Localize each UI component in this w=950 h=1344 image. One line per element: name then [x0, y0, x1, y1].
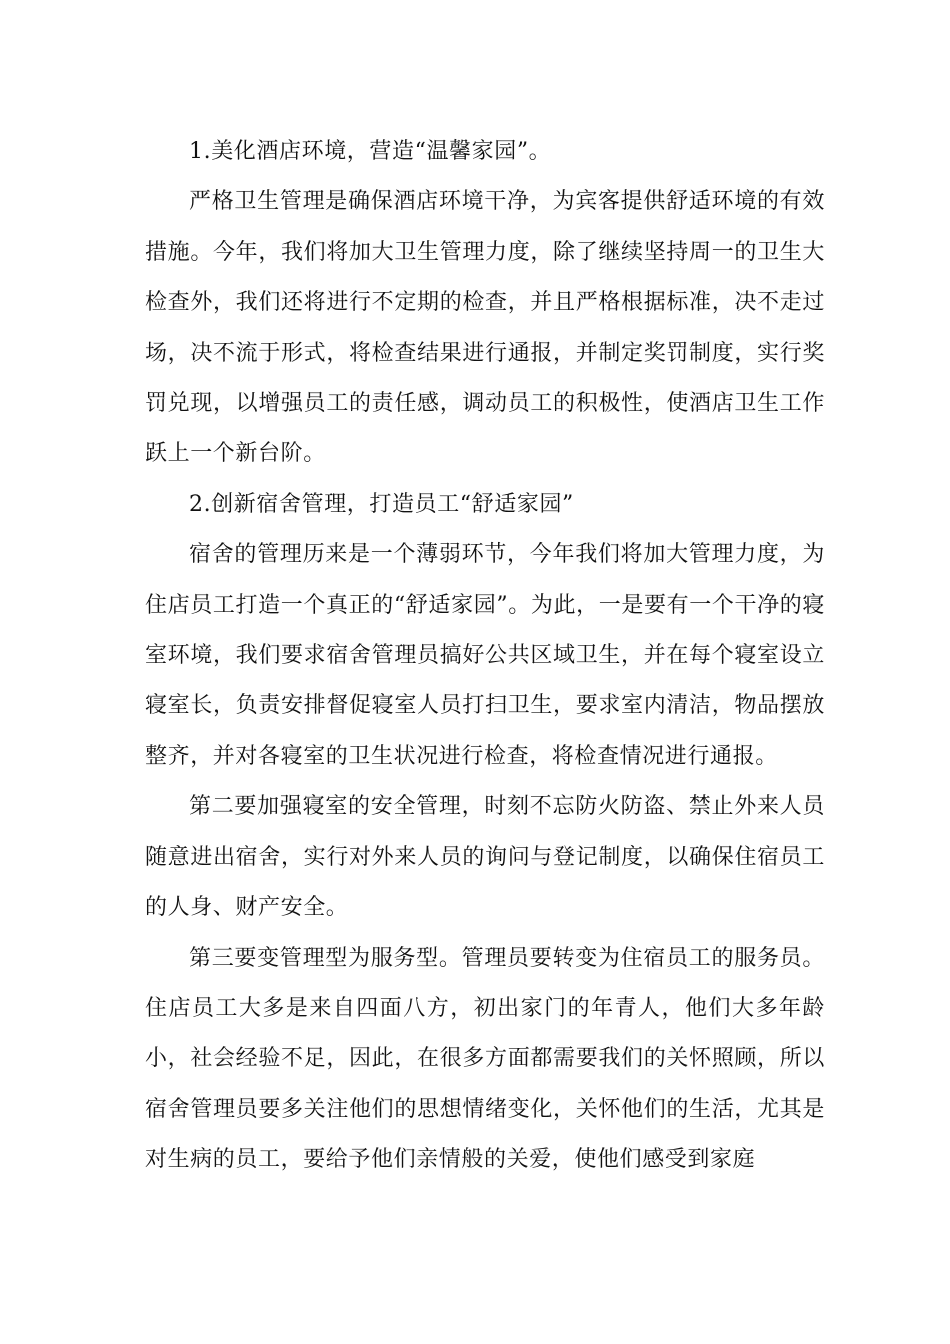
- paragraph-dormitory-safety: 第二要加强寝室的安全管理，时刻不忘防火防盗、禁止外来人员随意进出宿舍，实行对外来人员的询问与登记制度，以确保住宿员工的人身、财产安全。: [145, 794, 825, 921]
- paragraph-hygiene-management: 严格卫生管理是确保酒店环境干净，为宾客提供舒适环境的有效措施。今年，我们将加大卫生管理力度，除了继续坚持周一的卫生大检查外，我们还将进行不定期的检查，并且严格根据标准，决不走过场，决不流于形式，将检查结果进行通报，并制定奖罚制度，实行奖罚兑现，以增强员工的责任感，调动员工的积极性，使酒店卫生工作跃上一个新台阶。: [145, 189, 825, 467]
- document-body: [145, 127, 825, 1186]
- section-heading-1: 1.美化酒店环境，营造“温馨家园”。: [189, 139, 552, 164]
- paragraph-dormitory-environment: 宿舍的管理历来是一个薄弱环节，今年我们将加大管理力度，为住店员工打造一个真正的“舒适家园”。为此，一是要有一个干净的寝室环境，我们要求宿舍管理员搞好公共区域卫生，并在每个寝室设立寝室长，负责安排督促寝室人员打扫卫生，要求室内清洁，物品摆放整齐，并对各寝室的卫生状况进行检查，将检查情况进行通报。: [145, 542, 825, 769]
- paragraph-service-oriented: 第三要变管理型为服务型。管理员要转变为住宿员工的服务员。住店员工大多是来自四面八方，初出家门的年青人，他们大多年龄小，社会经验不足，因此，在很多方面都需要我们的关怀照顾，所以宿舍管理员要多关注他们的思想情绪变化，关怀他们的生活，尤其是对生病的员工，要给予他们亲情般的关爱，使他们感受到家庭: [145, 945, 825, 1173]
- section-heading-2: 2.创新宿舍管理，打造员工“舒适家园”: [189, 491, 574, 517]
